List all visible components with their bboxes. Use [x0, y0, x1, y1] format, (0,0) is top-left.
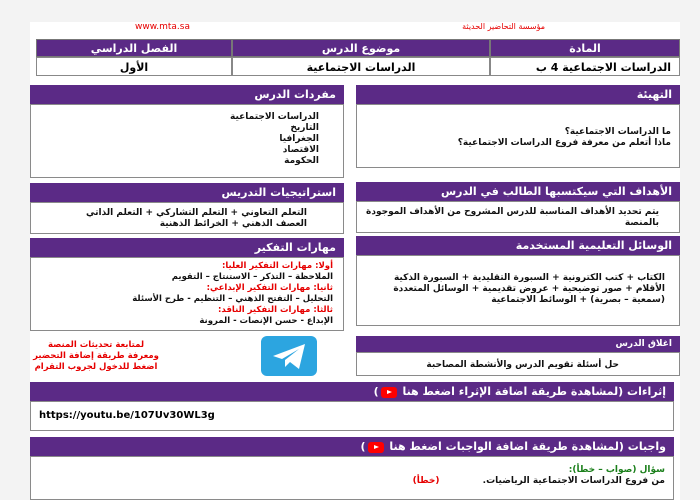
enrichment-url[interactable]: https://youtu.be/107Uv30WL3g — [39, 410, 215, 421]
vocabulary-line: الحكومة — [284, 156, 319, 166]
objectives-line: بالمنصة — [624, 218, 659, 228]
warmup-title: التهيئة — [356, 85, 680, 104]
objectives-title: الأهداف التي سيكتسبها الطالب في الدرس — [356, 182, 680, 201]
telegram-promo-line: اضغط للدخول لجروب التقرام — [34, 362, 158, 372]
thinking-content: الملاحظة – التذكر – الاستنتاج – التقويم — [171, 272, 333, 282]
website-link[interactable]: www.mta.sa — [135, 22, 190, 32]
lesson-plan-page — [30, 22, 680, 500]
closing-title: اغلاق الدرس — [356, 336, 680, 352]
homework-answer: (خطأ) — [412, 476, 440, 486]
vocabulary-line: التاريخ — [290, 123, 319, 133]
homework-question-text: من فروع الدراسات الاجتماعية الرياضيات. — [482, 476, 665, 486]
enrichment-box — [30, 401, 674, 431]
strategies-box — [30, 202, 344, 234]
vocabulary-box — [30, 104, 344, 178]
thinking-box — [30, 257, 344, 331]
topic-label: موضوع الدرس — [232, 39, 490, 57]
strategies-line: العصف الذهني + الخرائط الذهنية — [159, 219, 307, 229]
homework-box — [30, 456, 674, 500]
objectives-line: يتم تحديد الأهداف المناسبة للدرس المشروح من الأهداف الموجودة — [366, 207, 659, 217]
closing-line: حل أسئلة تقويم الدرس والأنشطة المصاحبة — [426, 360, 619, 370]
telegram-icon[interactable] — [261, 336, 317, 376]
warmup-line: ماذا أتعلم من معرفة فروع الدراسات الاجتماعية؟ — [457, 138, 671, 148]
youtube-icon[interactable] — [368, 442, 384, 453]
warmup-box — [356, 104, 680, 168]
telegram-promo-line: ومعرفة طريقة إضافة التحضير — [33, 351, 159, 361]
vocabulary-line: الدراسات الاجتماعية — [230, 112, 319, 122]
homework-title: واجبات (لمشاهدة طريقة اضافة الواجبات اضغط هنا — [389, 440, 666, 453]
thinking-content: التحليل – التفتح الذهني – التنظيم - طرح الأسئلة — [132, 294, 333, 304]
closing-box — [356, 352, 680, 376]
thinking-heading: ثالثا: مهارات التفكير الناقد: — [218, 305, 333, 315]
thinking-heading: أولا: مهارات التفكير العليا: — [221, 261, 333, 271]
thinking-heading: ثانيا: مهارات التفكير الإبداعي: — [206, 283, 333, 293]
enrichment-bar[interactable]: إثراءات (لمشاهدة طريقة اضافة الإثراء اضغط هنا ) — [30, 382, 674, 401]
vocabulary-line: الاقتصاد — [282, 145, 319, 155]
enrichment-title: إثراءات (لمشاهدة طريقة اضافة الإثراء اضغط هنا — [402, 385, 666, 398]
warmup-line: ما الدراسات الاجتماعية؟ — [564, 127, 671, 137]
homework-bar[interactable]: واجبات (لمشاهدة طريقة اضافة الواجبات اضغط هنا ) — [30, 437, 674, 456]
youtube-icon[interactable] — [381, 387, 397, 398]
topic-value: الدراسات الاجتماعية — [232, 57, 490, 76]
term-label: الفصل الدراسي — [36, 39, 232, 57]
subject-value: الدراسات الاجتماعية 4 ب — [490, 57, 680, 76]
telegram-promo-line: لمتابعة تحديثات المنصة — [47, 340, 145, 350]
term-value: الأول — [36, 57, 232, 76]
vocabulary-line: الجغرافيا — [279, 134, 319, 144]
objectives-box — [356, 201, 680, 233]
subject-label: المادة — [490, 39, 680, 57]
resources-box — [356, 255, 680, 326]
resources-line: (سمعية – بصرية) + الوسائط الاجتماعية — [491, 295, 665, 305]
strategies-line: التعلم التعاوني + التعلم التشاركي + التعلم الذاتي — [86, 208, 307, 218]
thinking-content: الإبداع - حسن الإنصات - المرونة — [199, 316, 333, 326]
resources-title: الوسائل التعليمية المستخدمة — [356, 236, 680, 255]
telegram-promo[interactable] — [30, 340, 162, 373]
homework-question-label: سؤال (صواب – خطأ): — [568, 465, 665, 475]
resources-line: الأقلام + صور توضيحية + عروض تقديمية + الوسائل المتعددة — [393, 284, 665, 294]
strategies-title: استراتيجيات التدريس — [30, 183, 344, 202]
vocabulary-title: مفردات الدرس — [30, 85, 344, 104]
resources-line: الكتاب + كتب الكترونية + السبورة التقليدية + السبورة الذكية — [393, 273, 665, 283]
publisher-name: مؤسسة التحاضير الحديثة — [462, 22, 545, 31]
thinking-title: مهارات التفكير — [30, 238, 344, 257]
